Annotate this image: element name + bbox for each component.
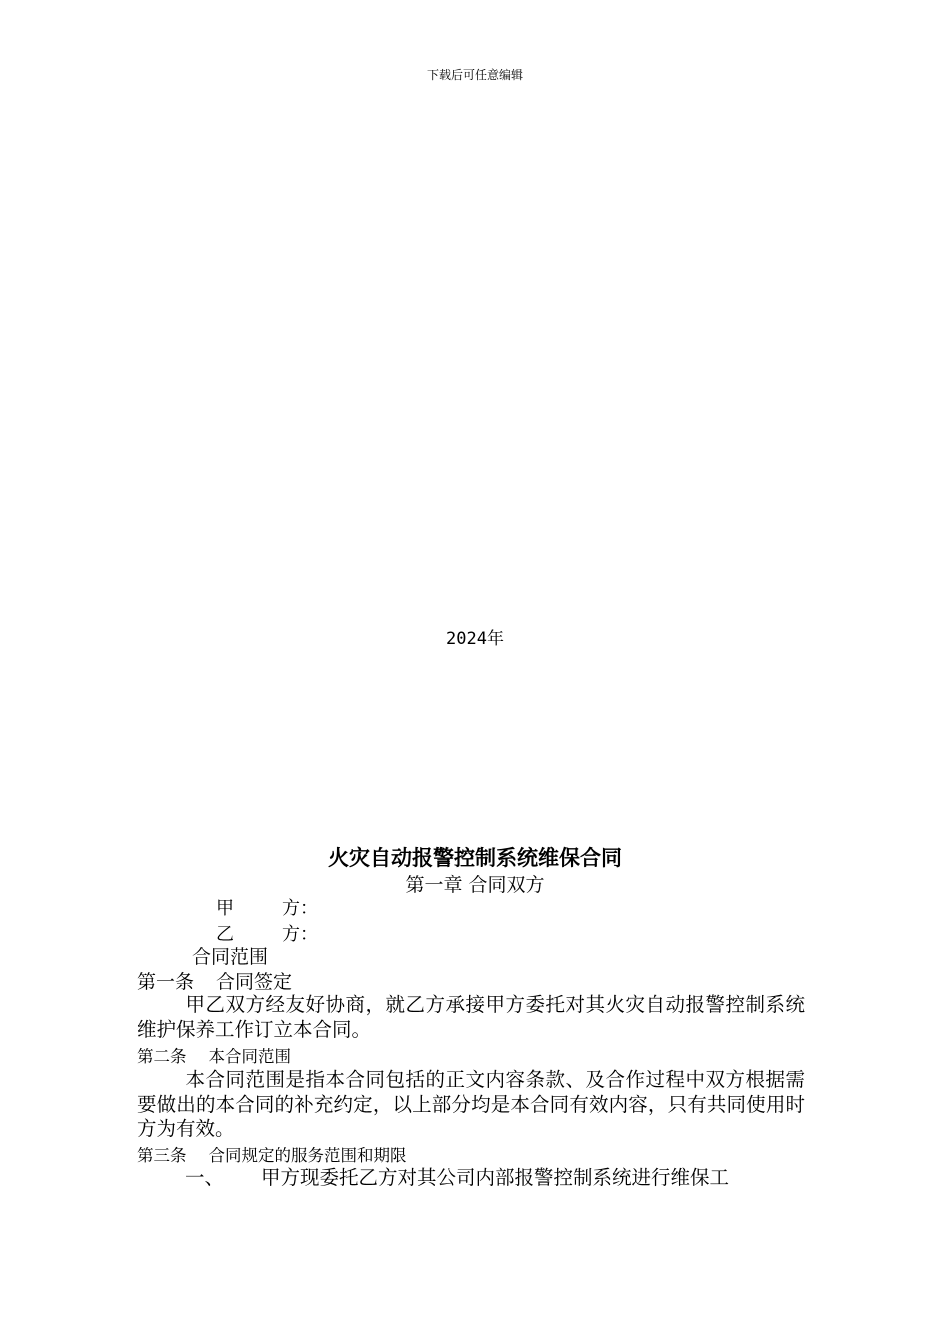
party-a-label: 甲	[216, 898, 234, 919]
article-1-number: 第一条	[137, 971, 195, 993]
article-1-body: 甲乙双方经友好协商，就乙方承接甲方委托对其火灾自动报警控制系统维护保养工作订立本合同。	[137, 993, 805, 1041]
article-2-body: 本合同范围是指本合同包括的正文内容条款、及合作过程中双方根据需要做出的本合同的补充约定，以上部分均是本合同有效内容，只有共同使用时方为有效。	[137, 1068, 805, 1140]
contract-title: 火灾自动报警控制系统维保合同	[328, 846, 622, 870]
party-a-line	[216, 894, 318, 920]
article-2-heading	[137, 1043, 291, 1067]
party-b-suffix: 方：	[282, 924, 318, 945]
chapter-heading: 第一章 合同双方	[405, 874, 545, 896]
article-1-title: 合同签定	[216, 971, 293, 993]
page-header-note: 下载后可任意编辑	[426, 68, 523, 82]
article-3-item-1	[137, 1166, 805, 1191]
article-3-number: 第三条	[137, 1146, 187, 1165]
article-3-item-1-number: 一、	[185, 1166, 225, 1189]
article-3-item-1-body: 甲方现委托乙方对其公司内部报警控制系统进行维保工	[261, 1166, 730, 1189]
article-2-number: 第二条	[137, 1047, 187, 1066]
section-title: 合同范围	[192, 946, 269, 968]
article-1-heading	[137, 967, 292, 994]
article-3-heading	[137, 1142, 407, 1166]
party-a-suffix: 方：	[282, 898, 318, 919]
article-2-title: 本合同范围	[208, 1047, 291, 1066]
article-3-title: 合同规定的服务范围和期限	[208, 1146, 407, 1165]
cover-year: 2024年	[446, 629, 504, 649]
party-b-label: 乙	[216, 924, 234, 945]
